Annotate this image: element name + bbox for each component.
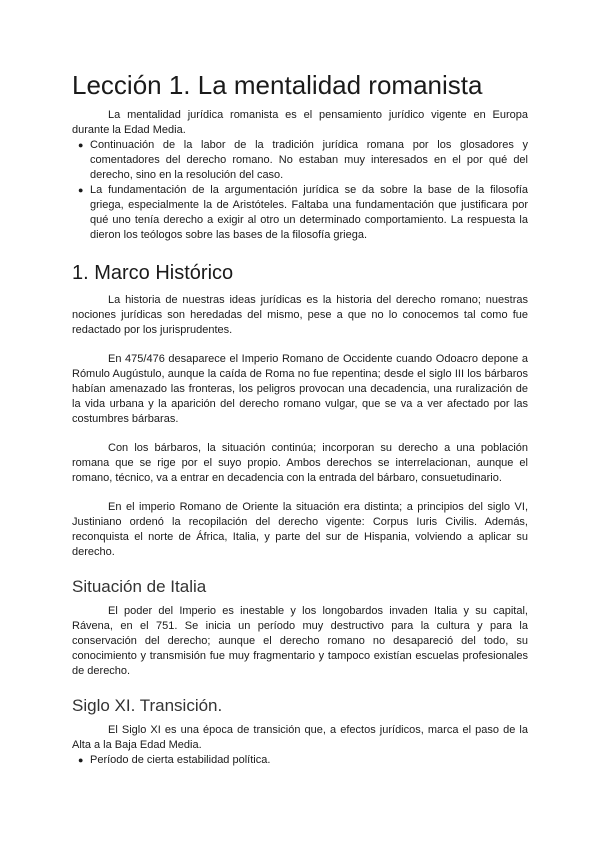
section-heading-marco-historico: 1. Marco Histórico bbox=[72, 262, 234, 284]
document-content bbox=[72, 70, 528, 768]
bullet-icon: ● bbox=[78, 140, 84, 150]
list-item bbox=[78, 183, 528, 243]
subsection-heading-siglo-xi: Siglo XI. Transición. bbox=[72, 696, 223, 715]
section-paragraph: El Siglo XI es una época de transición que, a efectos jurídicos, marca el paso de la Alta a la Baja Edad Media. bbox=[72, 724, 528, 751]
list-item bbox=[78, 753, 528, 768]
section-paragraph: La historia de nuestras ideas jurídicas es la historia del derecho romano; nuestras nociones jurídicas son heredadas del mismo, pese a que no lo conocemos tal como fue redactado por los jurisprudentes. bbox=[72, 294, 528, 336]
bullet-icon: ● bbox=[78, 755, 84, 765]
page-title: Lección 1. La mentalidad romanista bbox=[72, 70, 483, 100]
intro-paragraph: La mentalidad jurídica romanista es el pensamiento jurídico vigente en Europa durante la Edad Media. bbox=[72, 109, 528, 136]
list-item-text: Período de cierta estabilidad política. bbox=[90, 754, 271, 766]
siglo-xi-bullet-list bbox=[72, 753, 528, 768]
list-item-text: Continuación de la labor de la tradición jurídica romana por los glosadores y comentadores del derecho romano. No estaban muy interesados en el por qué del derecho, sino en la resolución del caso. bbox=[90, 139, 528, 181]
section-paragraph: Con los bárbaros, la situación continúa; incorporan su derecho a una población romana que se rige por el suyo propio. Ambos derechos se interrelacionan, aunque el romano, técnico, va a entrar en decadencia con la entrada del bárbaro, consuetudinario. bbox=[72, 442, 528, 484]
subsection-heading-italia: Situación de Italia bbox=[72, 577, 207, 596]
section-paragraph: En 475/476 desaparece el Imperio Romano de Occidente cuando Odoacro depone a Rómulo Augústulo, aunque la caída de Roma no fue repentina; desde el siglo III los bárbaros habían amenazado las fronteras, los peligros provocan una decadencia, una ruralización de la vida urbana y la aparición del derecho romano vulgar, que se va a ver afectado por las costumbres bárbaras. bbox=[72, 353, 528, 425]
list-item bbox=[78, 138, 528, 183]
bullet-icon: ● bbox=[78, 185, 84, 195]
intro-bullet-list bbox=[72, 138, 528, 243]
list-item-text: La fundamentación de la argumentación jurídica se da sobre la base de la filosofía griega, especialmente la de Aristóteles. Faltaba una fundamentación que justificara por qué uno tenía derecho a exigir al otro un determinado comportamiento. La respuesta la dieron los teólogos sobre las bases de la filosofía griega. bbox=[90, 184, 528, 241]
section-paragraph: El poder del Imperio es inestable y los longobardos invaden Italia y su capital, Rávena, en el 751. Se inicia un período muy destructivo para la cultura y para la conservación del derecho; aunque el derecho romano no desapareció del todo, su conocimiento y transmisión fue muy fragmentario y tampoco existían escuelas profesionales de derecho. bbox=[72, 605, 528, 677]
section-paragraph: En el imperio Romano de Oriente la situación era distinta; a principios del siglo VI, Justiniano ordenó la recopilación del derecho vigente: Corpus Iuris Civilis. Además, reconquista el norte de África, Italia, y parte del sur de Hispania, volviendo a aplicar su derecho. bbox=[72, 501, 528, 558]
